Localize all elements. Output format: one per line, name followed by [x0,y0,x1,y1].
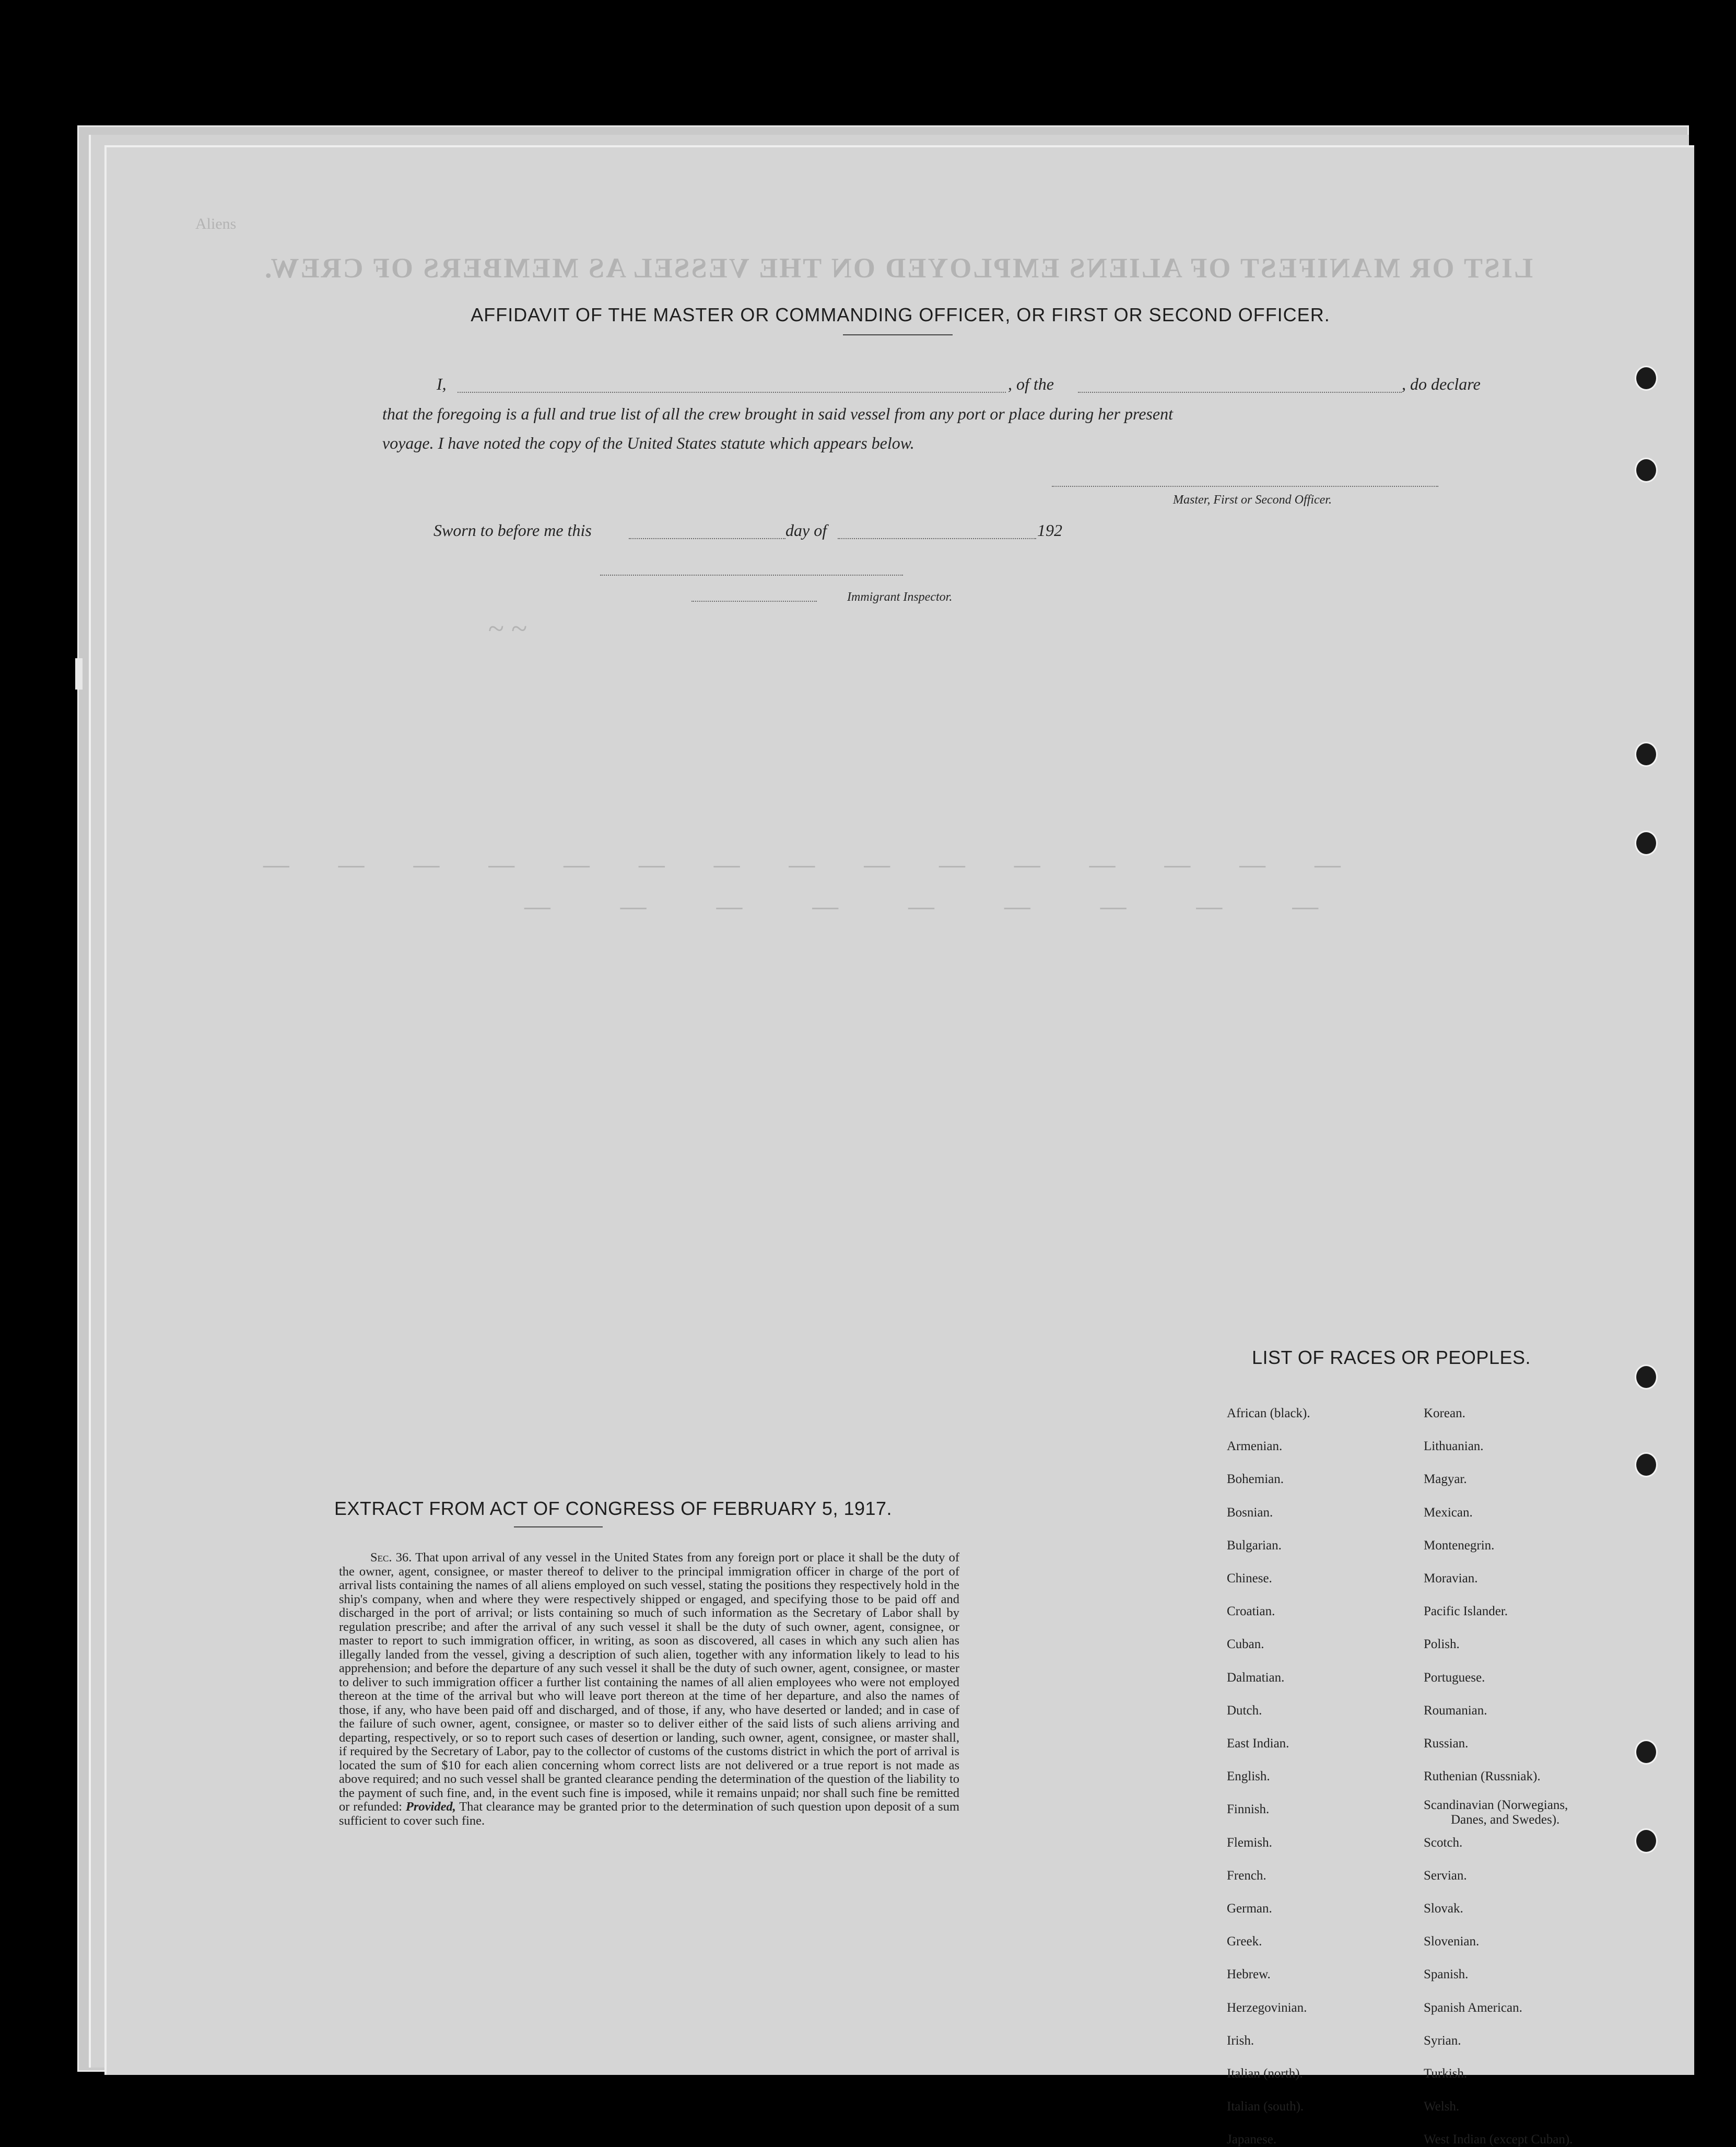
race-item: Armenian. [1227,1439,1283,1454]
race-item: Flemish. [1227,1835,1272,1850]
race-item: East Indian. [1227,1736,1289,1751]
race-item: Mexican. [1424,1505,1473,1520]
race-item: Bohemian. [1227,1472,1284,1487]
punch-hole [1635,366,1658,391]
sworn-year: 192 [1037,521,1062,540]
race-item: Roumanian. [1424,1703,1487,1718]
declarant-prefix: I, [437,375,447,393]
punch-hole [1635,742,1658,767]
race-item: Magyar. [1424,1472,1467,1487]
race-item: Korean. [1424,1406,1465,1420]
race-item: Finnish. [1227,1802,1270,1817]
race-item: Scandinavian (Norwegians, Danes, and Swedes). [1424,1798,1568,1827]
declarant-name-field[interactable] [458,392,1006,393]
bleed-through-heading: LIST OR MANIFEST OF ALIENS EMPLOYED ON THE VESSEL AS MEMBERS OF CREW. [263,252,1533,284]
document-page [104,145,1694,2147]
race-item: French. [1227,1868,1266,1883]
race-item: Japanese. [1227,2132,1277,2147]
race-item: Greek. [1227,1934,1262,1949]
race-item: Moravian. [1424,1571,1478,1585]
race-item: Portuguese. [1424,1670,1485,1685]
inspector-caption: Immigrant Inspector. [847,590,953,604]
extract-text-part-2: That clearance may be granted prior to the determination of such question upon deposit of a sum sufficient to cover such fine. [339,1800,960,1828]
of-the-label: , of the [1008,375,1054,393]
sworn-day-field[interactable] [629,538,785,539]
bleed-through-handwriting-row: — — — — — — — — — — — — — — — [263,848,1362,880]
punch-hole [1635,1364,1658,1390]
punch-hole [1635,831,1658,856]
race-item: Slovenian. [1424,1934,1480,1949]
race-item: Slovak. [1424,1901,1463,1916]
race-item: Servian. [1424,1868,1467,1883]
race-item: Syrian. [1424,2033,1461,2048]
race-item: Russian. [1424,1736,1469,1751]
day-of-label: day of [785,521,827,540]
race-item: Dutch. [1227,1703,1262,1718]
officer-signature-caption: Master, First or Second Officer. [1173,493,1332,507]
race-item: Spanish American. [1424,2000,1522,2015]
race-item: Ruthenian (Russniak). [1424,1769,1541,1784]
race-item: African (black). [1227,1406,1310,1420]
punch-hole [1635,458,1658,483]
inspector-signature-field[interactable] [600,575,903,576]
punch-hole [1635,1740,1658,1765]
race-item: German. [1227,1901,1272,1916]
bleed-through-handwriting: ~ ~ [488,613,527,645]
inspector-caption-leader [691,601,817,602]
sheet-edge-tab [75,658,83,690]
race-item: West Indian (except Cuban). [1424,2132,1573,2147]
bleed-through-handwriting-row-2: — — — — — — — — — [524,890,1350,922]
race-item: Irish. [1227,2033,1254,2048]
extract-text-part-1: That upon arrival of any vessel in the United States from any foreign port or place it shall be the duty of the owner, agent, consignee, or master thereof to deliver to the principal immigration officer in charge of the port of arrival lists containing the names of all aliens employed on such vessel, stating the positions they respectively hold in the ship's company, when and where they were respectively shipped or engaged, and specifying those to be paid off and discharged in the port of arrival; or lists containing so much of such information as the Secretary of Labor shall by regulation prescribe; and after the arrival of any such vessel it shall be the duty of such owner, agent, consignee, or master to report to such immigration officer, in writing, as soon as discovered, all cases in which any such alien has illegally landed from the vessel, giving a description of such alien, together with any information likely to lead to his apprehension; and before the departure of any such vessel it shall be the duty of such owner, agent, consignee, or master to deliver to such immigration officer a further list containing the names of all alien employees who were not employed thereon at the time of the arrival but who will leave port thereon at the time of her departure, and also the names of those, if any, who have been paid off and discharged, and of those, if any, who have deserted or landed; and in case of the failure of such owner, agent, consignee, or master so to deliver either of the said lists of such aliens arriving and departing, respectively, or so to report such cases of desertion or landing, such owner, agent, consignee, or master shall, if required by the Secretary of Labor, pay to the collector of customs of the customs district in which the port of arrival is located the sum of $10 for each alien concerning whom correct lists are not delivered or a true report is not made as above required; and no such vessel shall be granted clearance pending the determination of the question of the liability to the payment of such fine, and, in the event such fine is imposed, while it remains unpaid; nor shall such fine be remitted or refunded: [339,1550,959,1814]
officer-signature-field[interactable] [1052,486,1438,487]
bleed-through-corner: Aliens [195,215,237,232]
race-item: Spanish. [1424,1967,1469,1982]
race-item: Turkish. [1424,2067,1468,2081]
do-declare-label: , do declare [1402,375,1481,393]
race-item: Herzegovinian. [1227,2000,1307,2015]
provided-word: Provided, [405,1800,456,1814]
title-rule [843,334,953,335]
race-item-continuation: Danes, and Swedes). [1451,1813,1560,1827]
race-item: English. [1227,1769,1270,1784]
races-title: LIST OF RACES OR PEOPLES. [1252,1347,1531,1368]
sworn-month-field[interactable] [838,538,1036,539]
race-item: Montenegrin. [1424,1538,1495,1553]
race-item: Welsh. [1424,2099,1460,2114]
vessel-name-field[interactable] [1078,392,1402,393]
affidavit-line-3: voyage. I have noted the copy of the United States statute which appears below. [382,434,914,452]
race-item: Bulgarian. [1227,1538,1282,1553]
race-item: Bosnian. [1227,1505,1273,1520]
race-item: Polish. [1424,1637,1460,1652]
race-item: Italian (south). [1227,2099,1304,2114]
race-item: Croatian. [1227,1604,1275,1619]
punch-hole [1635,1452,1658,1477]
race-item: Hebrew. [1227,1967,1271,1982]
race-item: Italian (north). [1227,2067,1303,2081]
extract-title: EXTRACT FROM ACT OF CONGRESS OF FEBRUARY 5, 1917. [334,1498,893,1519]
race-item: Lithuanian. [1424,1439,1484,1454]
extract-body [339,1551,959,1828]
affidavit-line-2: that the foregoing is a full and true list of all the crew brought in said vessel from any port or place during her present [382,404,1173,423]
race-item: Dalmatian. [1227,1670,1285,1685]
section-label: Sec. 36. [370,1550,412,1565]
punch-hole [1635,1828,1658,1853]
race-item: Scotch. [1424,1835,1463,1850]
affidavit-title: AFFIDAVIT OF THE MASTER OR COMMANDING OFFICER, OR FIRST OR SECOND OFFICER. [471,304,1330,325]
race-item: Cuban. [1227,1637,1264,1652]
extract-title-rule [514,1526,603,1527]
race-item: Pacific Islander. [1424,1604,1508,1619]
sworn-prefix: Sworn to before me this [433,521,592,540]
race-item: Chinese. [1227,1571,1272,1585]
